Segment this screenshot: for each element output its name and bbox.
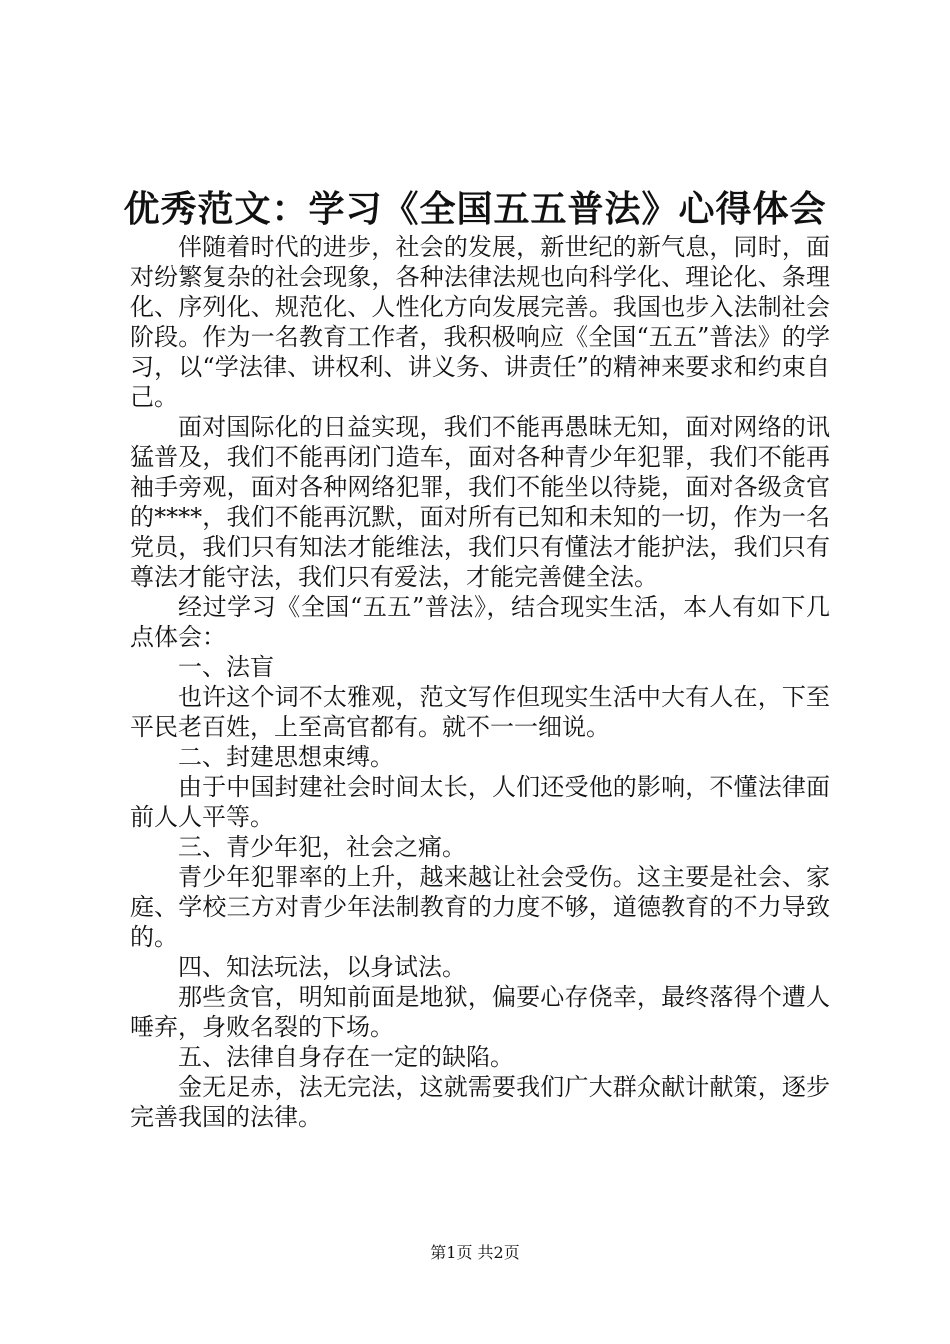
section-heading: 五、法律自身存在一定的缺陷。 [178,1043,514,1071]
paragraph: 那些贪官，明知前面是地狱，偏要心存侥幸，最终落得个遭人唾弃，身败名裂的下场。 [130,983,830,1041]
paragraph: 金无足赤，法无完法，这就需要我们广大群众献计献策，逐步完善我国的法律。 [130,1073,830,1131]
paragraph: 面对国际化的日益实现，我们不能再愚昧无知，面对网络的讯猛普及，我们不能再闭门造车，面对各种青少年犯罪，我们不能再袖手旁观，面对各种网络犯罪，我们不能坐以待毙，面对各级贪官的****，我们不能再沉默，面对所有已知和未知的一切，作为一名党员，我们只有知法才能维法，我们只有懂法才能护法，我们只有尊法才能守法，我们只有爱法，才能完善健全法。 [130,413,830,591]
document-body [130,232,830,1132]
paragraph: 也许这个词不太雅观，范文写作但现实生活中大有人在，下至平民老百姓，上至高官都有。就不一一细说。 [130,683,830,741]
section-heading: 四、知法玩法，以身试法。 [178,953,466,981]
page-number-footer: 第1页 共2页 [430,1243,520,1262]
paragraph: 伴随着时代的进步，社会的发展，新世纪的新气息，同时，面对纷繁复杂的社会现象，各种法律法规也向科学化、理论化、条理化、序列化、规范化、人性化方向发展完善。我国也步入法制社会阶段。作为一名教育工作者，我积极响应《全国“五五”普法》的学习，以“学法律、讲权利、讲义务、讲责任”的精神来要求和约束自己。 [130,233,830,411]
document-title: 优秀范文：学习《全国五五普法》心得体会 [123,188,827,230]
section-heading: 三、青少年犯，社会之痛。 [178,833,466,861]
paragraph: 青少年犯罪率的上升，越来越让社会受伤。这主要是社会、家庭、学校三方对青少年法制教育的力度不够，道德教育的不力导致的。 [130,863,830,951]
paragraph: 经过学习《全国“五五”普法》，结合现实生活，本人有如下几点体会： [130,593,830,651]
section-heading: 一、法盲 [178,653,274,681]
paragraph: 由于中国封建社会时间太长，人们还受他的影响，不懂法律面前人人平等。 [130,773,830,831]
section-heading: 二、封建思想束缚。 [178,743,394,771]
